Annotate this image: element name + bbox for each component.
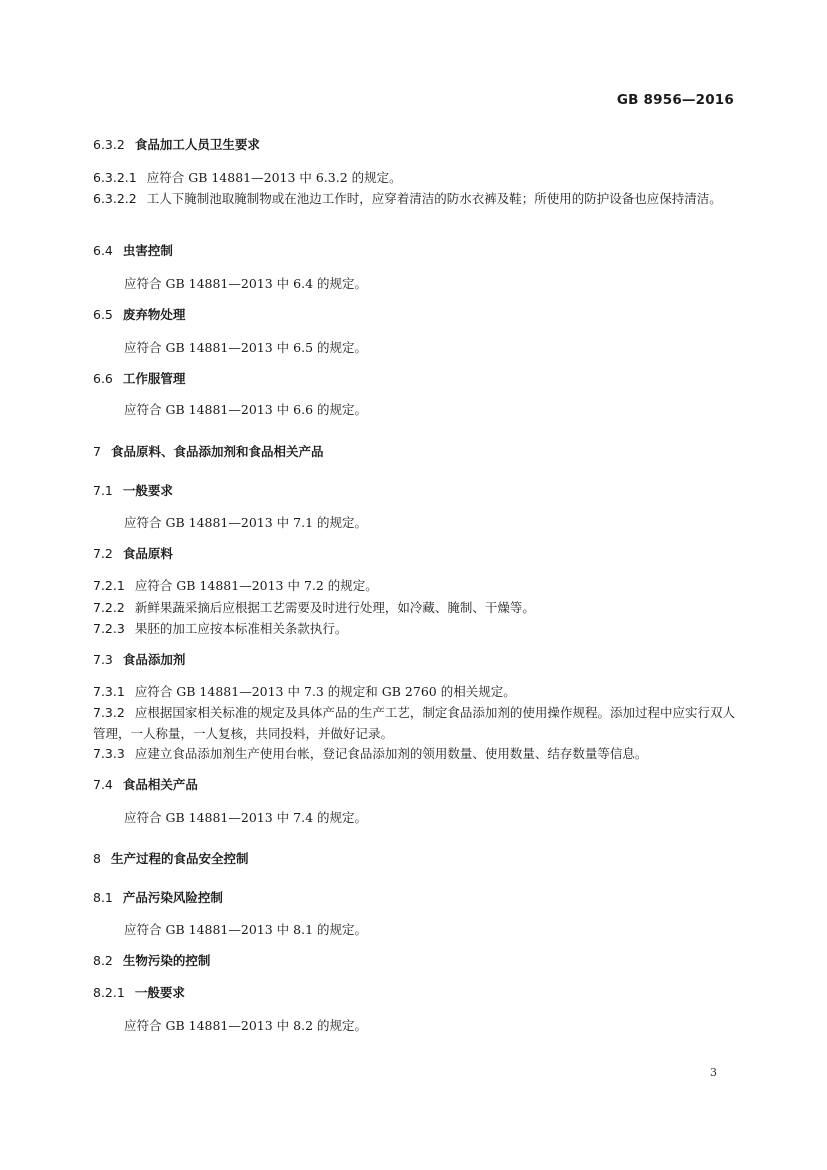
page-number: 3 — [710, 1066, 717, 1079]
clause-6-6-text: 应符合 GB 14881—2013 中 6.6 的规定。 — [124, 402, 367, 417]
clause-8-2-1-text: 应符合 GB 14881—2013 中 8.2 的规定。 — [124, 1018, 367, 1033]
clause-7-3-1 — [93, 681, 735, 702]
heading-7-3 — [93, 650, 735, 670]
clause-text: 应符合 GB 14881—2013 中 7.2 的规定。 — [134, 578, 378, 593]
clause-text: 应符合 GB 14881—2013 中 6.3.2 的规定。 — [146, 170, 402, 185]
heading-8-2 — [93, 951, 735, 971]
clause-8-1-text: 应符合 GB 14881—2013 中 8.1 的规定。 — [124, 922, 367, 937]
clause-number: 8 — [93, 851, 101, 866]
clause-7-2-3 — [93, 618, 735, 639]
clause-6-5-text: 应符合 GB 14881—2013 中 6.5 的规定。 — [124, 340, 367, 355]
clause-6-4-text: 应符合 GB 14881—2013 中 6.4 的规定。 — [124, 276, 367, 291]
clause-number: 6.6 — [93, 371, 113, 386]
clause-number: 6.3.2.1 — [93, 170, 137, 185]
clause-number: 8.2.1 — [93, 985, 125, 1000]
clause-7-3-2 — [93, 702, 735, 744]
clause-6-3-2-2 — [93, 188, 735, 209]
clause-text: 果胚的加工应按本标准相关条款执行。 — [134, 621, 348, 636]
clause-title: 产品污染风险控制 — [122, 890, 223, 905]
clause-title: 一般要求 — [134, 985, 185, 1000]
clause-number: 7.4 — [93, 777, 113, 792]
clause-title: 食品原料 — [122, 546, 173, 561]
heading-6-5 — [93, 305, 735, 325]
clause-title: 食品添加剂 — [122, 652, 186, 667]
clause-text: 新鲜果蔬采摘后应根据工艺需要及时进行处理，如冷藏、腌制、干燥等。 — [134, 600, 535, 615]
clause-7-2-2 — [93, 597, 735, 618]
clause-text: 工人下腌制池取腌制物或在池边工作时，应穿着清洁的防水衣裤及鞋；所使用的防护设备也应保持清洁。 — [146, 191, 722, 206]
clause-number: 7 — [93, 444, 101, 459]
clause-title: 生产过程的食品安全控制 — [110, 851, 249, 866]
clause-number: 7.2 — [93, 546, 113, 561]
clause-title: 废弃物处理 — [122, 307, 186, 322]
clause-number: 7.3 — [93, 652, 113, 667]
clause-title: 虫害控制 — [122, 243, 173, 258]
clause-title: 食品原料、食品添加剂和食品相关产品 — [110, 444, 324, 459]
heading-7-2 — [93, 544, 735, 564]
clause-7-1-text: 应符合 GB 14881—2013 中 7.1 的规定。 — [124, 515, 367, 530]
clause-7-2-1 — [93, 575, 735, 596]
clause-number: 6.4 — [93, 243, 113, 258]
clause-number: 7.3.3 — [93, 746, 125, 761]
clause-text: 应符合 GB 14881—2013 中 7.3 的规定和 GB 2760 的相关规定。 — [134, 684, 516, 699]
heading-7-4 — [93, 775, 735, 795]
clause-7-4-text: 应符合 GB 14881—2013 中 7.4 的规定。 — [124, 810, 367, 825]
clause-number: 8.1 — [93, 890, 113, 905]
heading-6-6 — [93, 369, 735, 389]
clause-title: 一般要求 — [122, 483, 173, 498]
clause-number: 7.2.2 — [93, 600, 125, 615]
heading-7 — [93, 442, 735, 462]
heading-8 — [93, 849, 735, 869]
clause-number: 8.2 — [93, 953, 113, 968]
heading-8-1 — [93, 888, 735, 908]
clause-number: 7.3.1 — [93, 684, 125, 699]
clause-text: 应建立食品添加剂生产使用台帐，登记食品添加剂的领用数量、使用数量、结存数量等信息。 — [134, 746, 648, 761]
clause-number: 6.3.2 — [93, 137, 125, 152]
clause-number: 6.3.2.2 — [93, 191, 137, 206]
heading-8-2-1 — [93, 983, 735, 1003]
clause-6-3-2-1 — [93, 167, 735, 188]
clause-text: 应根据国家相关标准的规定及具体产品的生产工艺，制定食品添加剂的使用操作规程。添加过程中应实行双人管理，一人称量，一人复核，共同投料，并做好记录。 — [93, 705, 735, 741]
heading-6-4 — [93, 241, 735, 261]
clause-number: 6.5 — [93, 307, 113, 322]
clause-title: 生物污染的控制 — [122, 953, 211, 968]
clause-title: 食品加工人员卫生要求 — [134, 137, 260, 152]
heading-7-1 — [93, 481, 735, 501]
clause-title: 工作服管理 — [122, 371, 186, 386]
standard-code: GB 8956—2016 — [616, 92, 734, 108]
clause-number: 7.2.3 — [93, 621, 125, 636]
clause-title: 食品相关产品 — [122, 777, 198, 792]
clause-number: 7.1 — [93, 483, 113, 498]
clause-number: 7.2.1 — [93, 578, 125, 593]
heading-6-3-2 — [93, 135, 735, 155]
clause-number: 7.3.2 — [93, 705, 125, 720]
clause-7-3-3 — [93, 743, 735, 764]
